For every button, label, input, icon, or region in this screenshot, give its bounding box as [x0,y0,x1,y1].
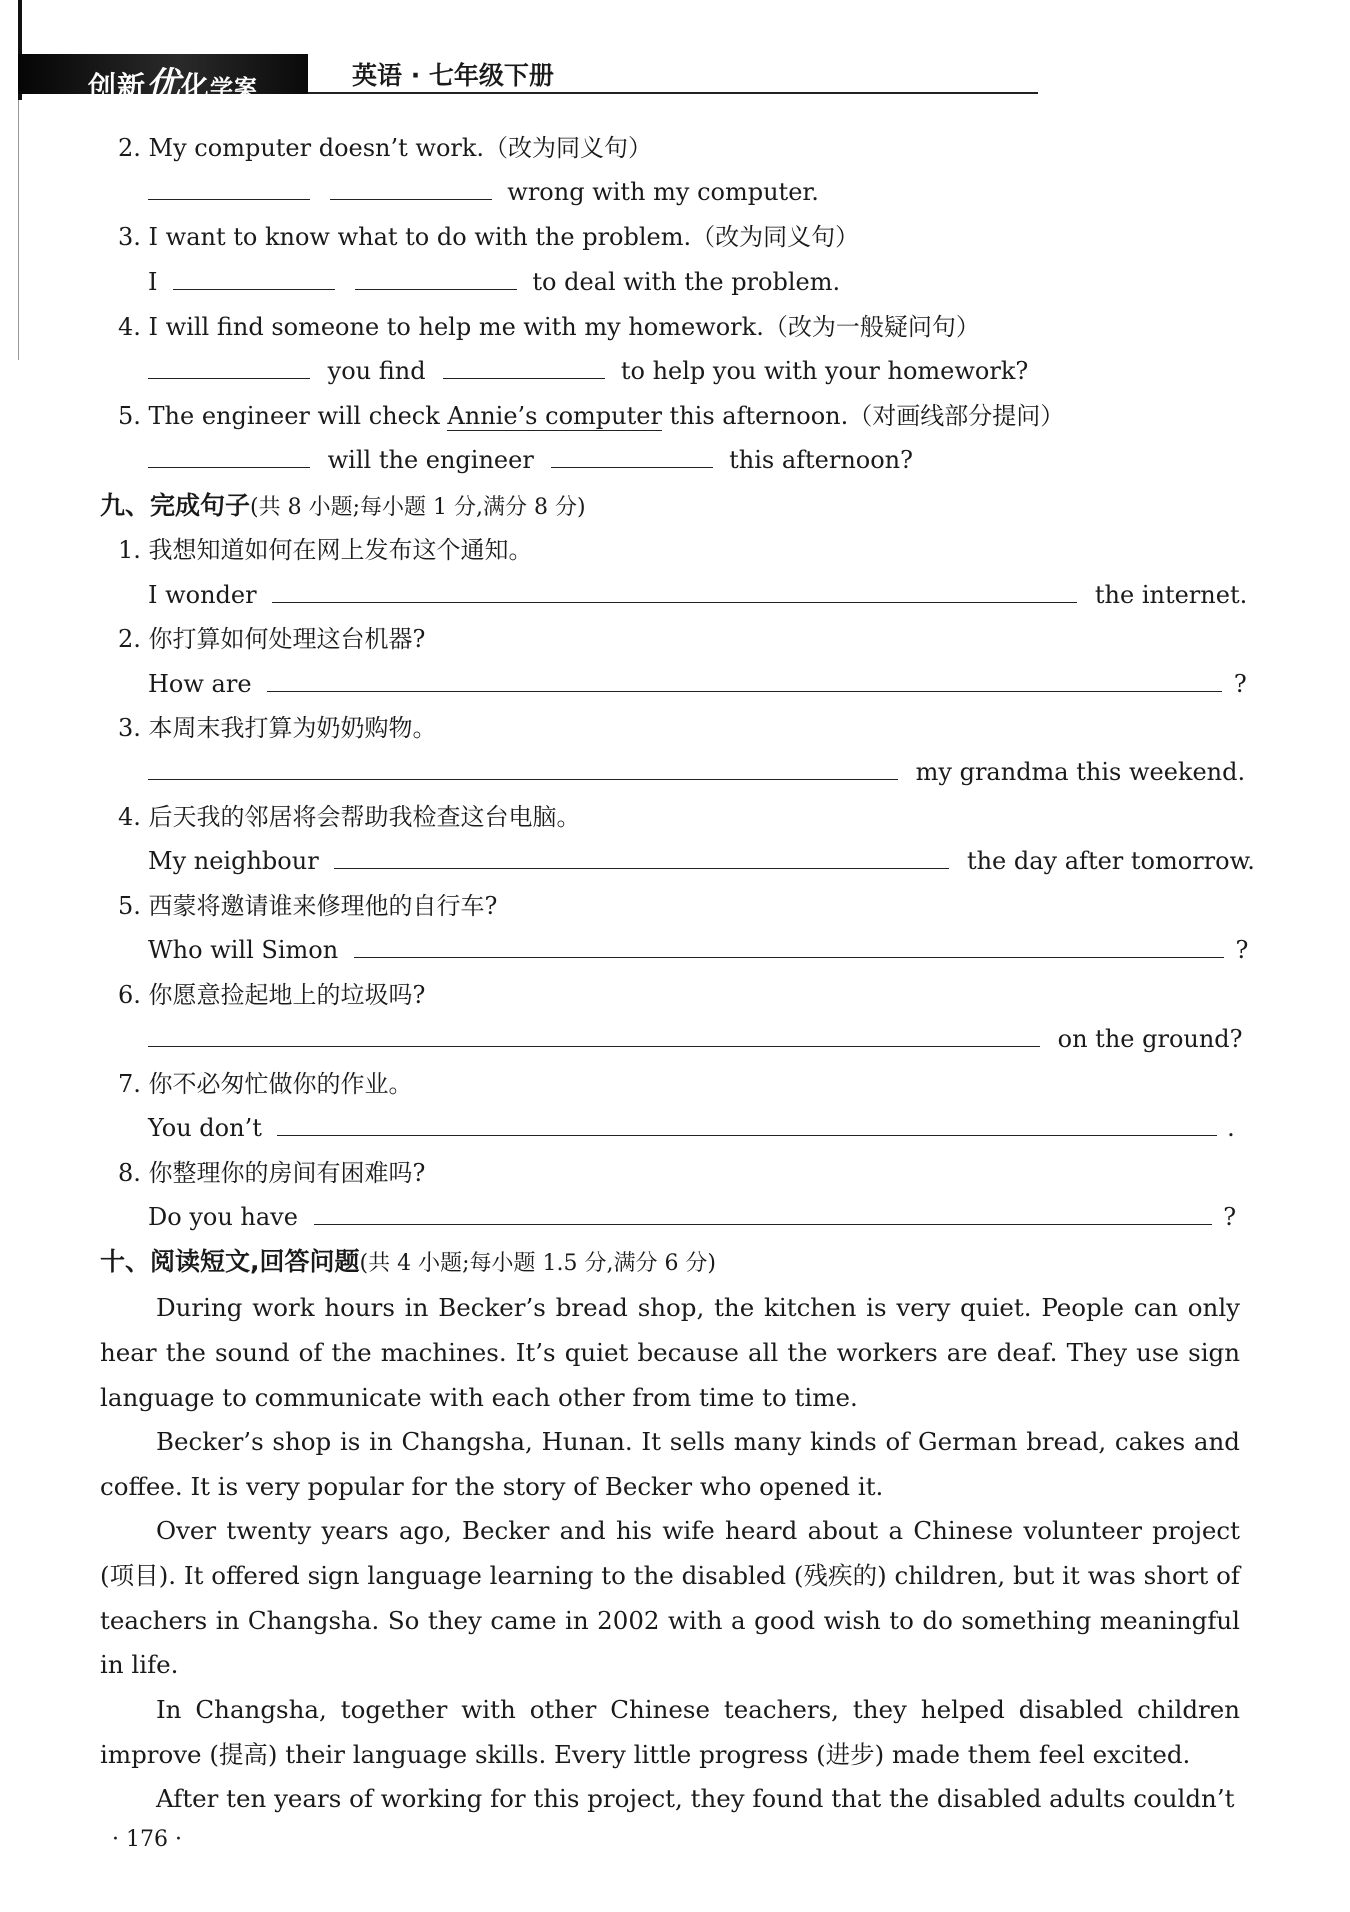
section-10-heading [100,1245,716,1281]
s9-item-7-answer [148,1111,1235,1145]
section-title: 九、完成句子 [100,491,251,520]
rewrite-item-3-answer [148,265,840,299]
prompt-text: I want to know what to do with the problem.（改为同义句） [148,223,860,251]
answer-start: How are [148,670,252,698]
page-number: · 176 · [112,1827,182,1852]
answer-text: to deal with the problem. [532,268,841,296]
header-brand [88,57,258,106]
rewrite-item-4-prompt [118,310,980,344]
chinese-prompt: 我想知道如何在网上发布这个通知。 [148,536,533,564]
s9-item-1-answer [148,578,1247,612]
prompt-text: The engineer will check [148,402,448,430]
item-number: 2. [118,625,141,653]
item-number: 5. [118,402,141,430]
answer-blank[interactable] [443,354,605,379]
chinese-prompt: 本周末我打算为奶奶购物。 [148,714,437,742]
answer-end: the day after tomorrow. [966,847,1255,875]
rewrite-item-2-answer [148,175,819,209]
paragraph-text: During work hours in Becker’s bread shop, the kitchen is very quiet. People can only hear the sound of the machines. It’s quiet because all the workers are deaf. They use sign language to communicate with each other from time to time. [100,1293,1240,1412]
prompt-text: My computer doesn’t work.（改为同义句） [148,134,653,162]
s9-item-3-chinese [118,711,437,745]
answer-end: on the ground? [1057,1025,1243,1053]
item-number: 7. [118,1070,141,1098]
answer-start: Who will Simon [148,936,339,964]
item-number: 5. [118,892,141,920]
answer-end: ? [1233,670,1247,698]
prompt-text: I will find someone to help me with my homework.（改为一般疑问句） [148,313,980,341]
brand-part-4: 学案 [210,76,259,102]
answer-start: You don’t [148,1114,262,1142]
chinese-prompt: 你打算如何处理这台机器? [148,625,426,653]
prompt-underlined-text: Annie’s computer [447,402,662,430]
paragraph-text: In Changsha, together with other Chinese teachers, they helped disabled children improve (提高) their language skills. Every little progress (进步) made them feel excited. [100,1695,1240,1769]
answer-blank[interactable] [354,933,1224,958]
answer-blank[interactable] [551,443,713,468]
answer-blank[interactable] [148,443,310,468]
s9-item-5-answer [148,933,1248,967]
answer-start: My neighbour [148,847,319,875]
chinese-prompt: 后天我的邻居将会帮助我检查这台电脑。 [148,803,581,831]
paragraph-text: Over twenty years ago, Becker and his wife heard about a Chinese volunteer project (项目). It offered sign language learning to the disabled (残疾的) children, but it was short of teachers in Changsha. So they came in 2002 with a good wish to do something meaningful in life. [100,1516,1240,1680]
reading-paragraph [100,1509,1240,1688]
answer-blank[interactable] [272,578,1077,603]
answer-blank[interactable] [148,1022,1040,1047]
answer-end: this afternoon? [729,446,914,474]
item-number: 3. [118,714,141,742]
s9-item-8-answer [148,1200,1236,1234]
brand-part-1: 创新 [88,70,147,103]
paragraph-text: After ten years of working for this project, they found that the disabled adults couldn’t [156,1784,1235,1813]
brand-part-2: 优 [146,65,182,105]
section-note: (共 8 小题;每小题 1 分,满分 8 分) [250,495,586,520]
item-number: 8. [118,1159,141,1187]
answer-end: my grandma this weekend. [915,758,1246,786]
header-title: 英语 · 七年级下册 [352,61,554,90]
page-spine-thin-rule [18,100,19,360]
prompt-text-after: this afternoon.（对画线部分提问） [661,402,1065,430]
s9-item-7-chinese [118,1067,413,1101]
answer-end: ? [1223,1203,1237,1231]
answer-start: I [148,268,158,296]
s9-item-2-chinese [118,622,425,656]
answer-end: the internet. [1094,581,1248,609]
answer-blank[interactable] [330,175,492,200]
rewrite-item-5-answer [148,443,913,477]
item-number: 1. [118,536,141,564]
item-number: 4. [118,803,141,831]
brand-part-3: 化 [181,70,211,103]
s9-item-3-answer [148,755,1245,789]
answer-end: to help you with your homework? [620,357,1029,385]
item-number: 3. [118,223,141,251]
answer-text: wrong with my computer. [507,178,819,206]
answer-start: I wonder [148,581,257,609]
answer-end: . [1227,1114,1235,1142]
s9-item-4-chinese [118,800,581,834]
answer-mid: you find [327,357,426,385]
answer-start: Do you have [148,1203,298,1231]
rewrite-item-2-prompt [118,131,652,165]
answer-blank[interactable] [173,265,335,290]
header-rule [308,92,1038,94]
chinese-prompt: 西蒙将邀请谁来修理他的自行车? [148,892,498,920]
section-note: (共 4 小题;每小题 1.5 分,满分 6 分) [359,1251,717,1276]
rewrite-item-4-answer [148,354,1028,388]
chinese-prompt: 你不必匆忙做你的作业。 [148,1070,413,1098]
reading-paragraph [100,1286,1240,1420]
rewrite-item-3-prompt [118,220,859,254]
paragraph-text: Becker’s shop is in Changsha, Hunan. It sells many kinds of German bread, cakes and coffee. It is very popular for the story of Becker who opened it. [100,1427,1240,1501]
s9-item-6-answer [148,1022,1243,1056]
s9-item-6-chinese [118,978,425,1012]
answer-blank[interactable] [148,354,310,379]
answer-blank[interactable] [148,755,898,780]
item-number: 6. [118,981,141,1009]
answer-end: ? [1235,936,1249,964]
answer-blank[interactable] [277,1111,1217,1136]
answer-blank[interactable] [148,175,310,200]
s9-item-1-chinese [118,533,533,567]
chinese-prompt: 你整理你的房间有困难吗? [148,1159,426,1187]
section-title: 十、阅读短文,回答问题 [100,1247,360,1276]
reading-paragraph [100,1420,1240,1510]
s9-item-4-answer [148,844,1255,878]
s9-item-2-answer [148,667,1247,701]
item-number: 4. [118,313,141,341]
section-9-heading [100,489,586,525]
reading-paragraph [100,1777,1240,1822]
s9-item-8-chinese [118,1156,425,1190]
reading-paragraph [100,1688,1240,1778]
answer-mid: will the engineer [327,446,534,474]
s9-item-5-chinese [118,889,497,923]
answer-blank[interactable] [314,1200,1212,1225]
answer-blank[interactable] [355,265,517,290]
item-number: 2. [118,134,141,162]
rewrite-item-5-prompt [118,399,1064,433]
answer-blank[interactable] [267,667,1222,692]
answer-blank[interactable] [334,844,949,869]
chinese-prompt: 你愿意捡起地上的垃圾吗? [148,981,426,1009]
